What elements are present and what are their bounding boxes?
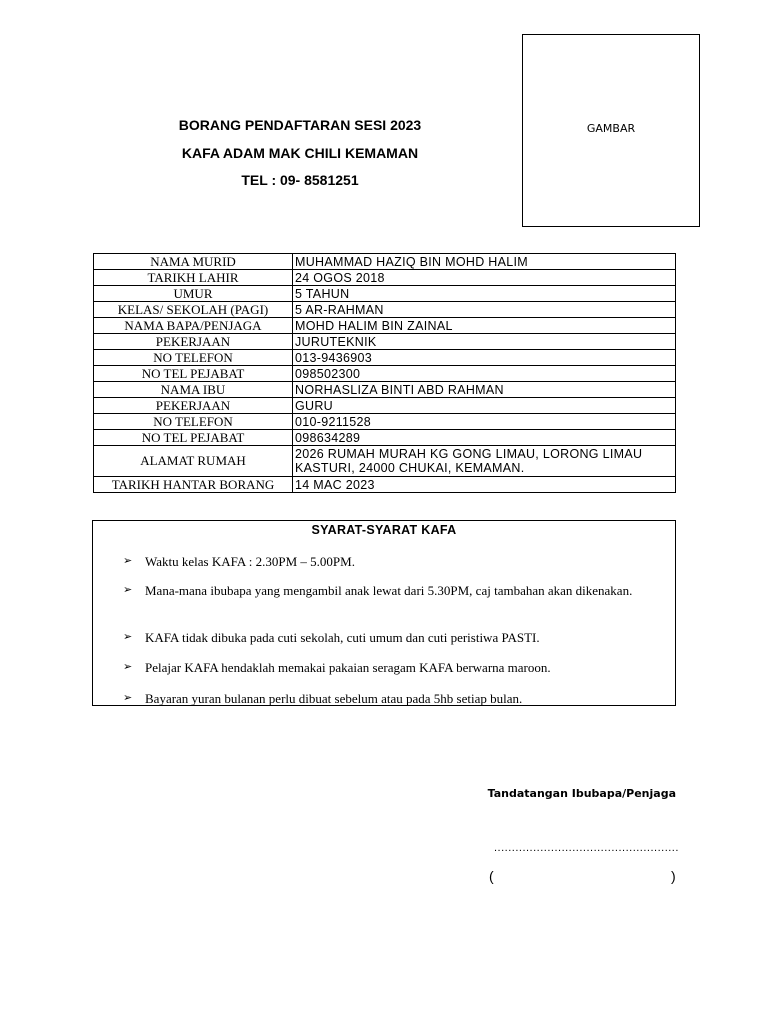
field-value: 24 OGOS 2018	[293, 270, 676, 286]
form-title: BORANG PENDAFTARAN SESI 2023	[178, 117, 422, 133]
field-value: 098634289	[293, 430, 676, 446]
field-label: NO TEL PEJABAT	[94, 430, 293, 446]
field-label: TARIKH LAHIR	[94, 270, 293, 286]
table-row	[94, 477, 676, 493]
school-phone: TEL : 09- 8581251	[241, 172, 359, 188]
field-label: NO TELEFON	[94, 350, 293, 366]
field-value: MUHAMMAD HAZIQ BIN MOHD HALIM	[293, 254, 676, 270]
table-row	[94, 446, 676, 477]
list-item: ➢ Pelajar KAFA hendaklah memakai pakaian seragam KAFA berwarna maroon.	[123, 660, 551, 675]
arrow-bullet-icon: ➢	[123, 584, 133, 596]
table-row	[94, 414, 676, 430]
name-open-paren: (	[489, 868, 494, 884]
photo-label: GAMBAR	[586, 122, 636, 135]
photo-box	[522, 34, 700, 227]
list-item: ➢ Mana-mana ibubapa yang mengambil anak lewat dari 5.30PM, caj tambahan akan dikenakan.	[123, 583, 633, 598]
field-label: NO TEL PEJABAT	[94, 366, 293, 382]
field-label: NAMA MURID	[94, 254, 293, 270]
field-label: PEKERJAAN	[94, 398, 293, 414]
field-value: 098502300	[293, 366, 676, 382]
terms-title: SYARAT-SYARAT KAFA	[311, 523, 457, 537]
field-label: UMUR	[94, 286, 293, 302]
list-item: ➢ KAFA tidak dibuka pada cuti sekolah, cuti umum dan cuti peristiwa PASTI.	[123, 630, 540, 645]
field-value: 5 AR-RAHMAN	[293, 302, 676, 318]
field-value: NORHASLIZA BINTI ABD RAHMAN	[293, 382, 676, 398]
signature-line: ....................................................	[494, 842, 679, 854]
table-row	[94, 254, 676, 270]
field-value: 2026 RUMAH MURAH KG GONG LIMAU, LORONG LIMAU KASTURI, 24000 CHUKAI, KEMAMAN.	[293, 446, 676, 477]
signature-label: Tandatangan Ibubapa/Penjaga	[487, 787, 676, 800]
arrow-bullet-icon: ➢	[123, 692, 133, 704]
table-row	[94, 430, 676, 446]
field-label: ALAMAT RUMAH	[94, 446, 293, 477]
list-item: ➢ Bayaran yuran bulanan perlu dibuat sebelum atau pada 5hb setiap bulan.	[123, 691, 523, 706]
field-value: MOHD HALIM BIN ZAINAL	[293, 318, 676, 334]
table-row	[94, 382, 676, 398]
list-item: ➢ Waktu kelas KAFA : 2.30PM – 5.00PM.	[123, 554, 355, 569]
terms-box	[92, 520, 676, 706]
field-label: TARIKH HANTAR BORANG	[94, 477, 293, 493]
registration-table	[93, 253, 676, 493]
field-label: NO TELEFON	[94, 414, 293, 430]
arrow-bullet-icon: ➢	[123, 661, 133, 673]
table-row	[94, 334, 676, 350]
field-label: KELAS/ SEKOLAH (PAGI)	[94, 302, 293, 318]
arrow-bullet-icon: ➢	[123, 555, 133, 567]
arrow-bullet-icon: ➢	[123, 631, 133, 643]
school-name: KAFA ADAM MAK CHILI KEMAMAN	[181, 145, 419, 161]
field-value: 5 TAHUN	[293, 286, 676, 302]
field-value: GURU	[293, 398, 676, 414]
name-close-paren: )	[671, 868, 676, 884]
table-row	[94, 286, 676, 302]
field-label: NAMA BAPA/PENJAGA	[94, 318, 293, 334]
field-value: JURUTEKNIK	[293, 334, 676, 350]
field-value: 14 MAC 2023	[293, 477, 676, 493]
field-value: 010-9211528	[293, 414, 676, 430]
table-row	[94, 366, 676, 382]
table-row	[94, 302, 676, 318]
field-value: 013-9436903	[293, 350, 676, 366]
field-label: NAMA IBU	[94, 382, 293, 398]
field-label: PEKERJAAN	[94, 334, 293, 350]
table-row	[94, 350, 676, 366]
table-row	[94, 398, 676, 414]
table-row	[94, 318, 676, 334]
table-row	[94, 270, 676, 286]
